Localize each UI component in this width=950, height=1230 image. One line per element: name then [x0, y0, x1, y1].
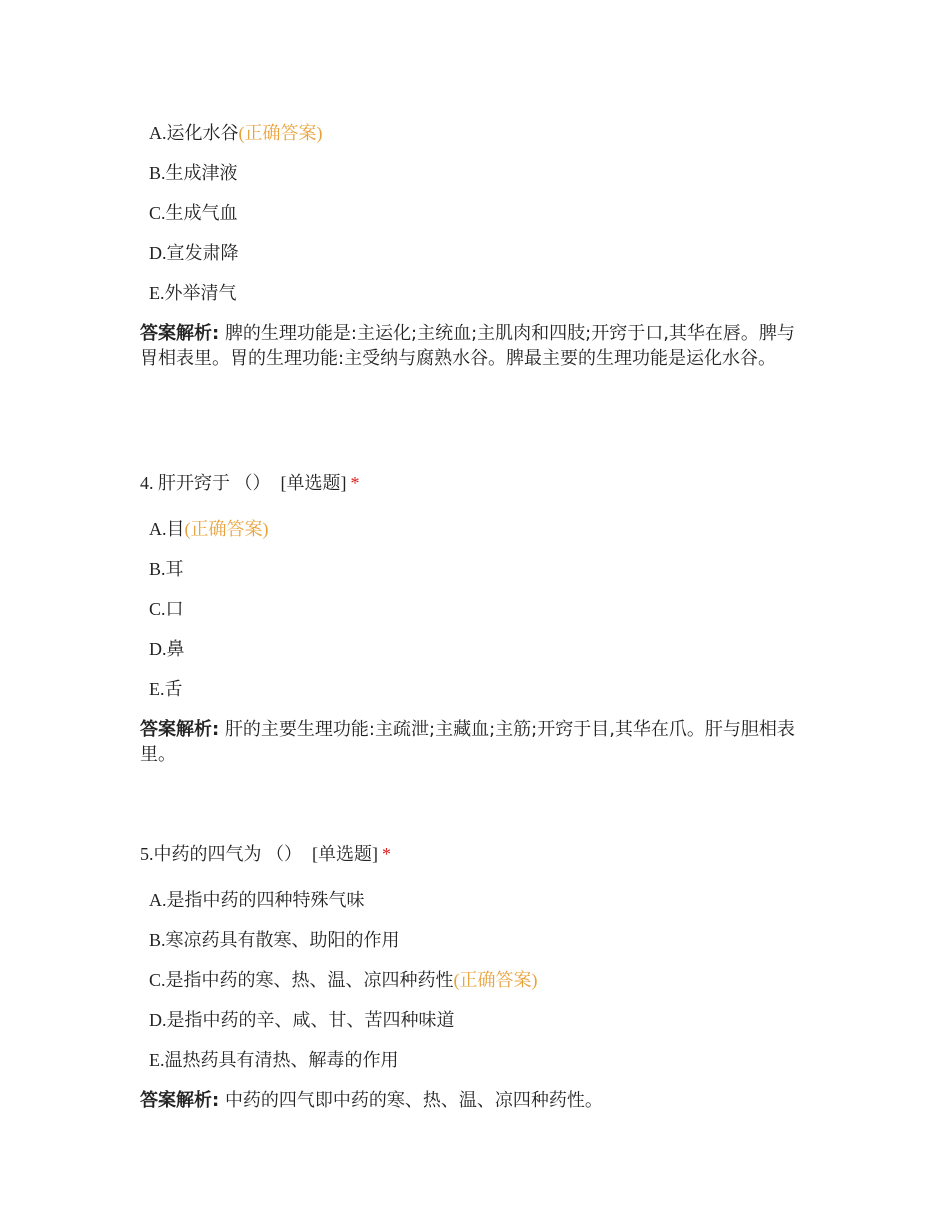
analysis-label: 答案解析:	[140, 1090, 220, 1111]
option-text: 目	[166, 519, 185, 539]
question-5-options	[140, 880, 820, 1080]
analysis-text: 肝的主要生理功能:主疏泄;主藏血;主筋;开窍于目,其华在爪。肝与胆相表里。	[140, 719, 795, 765]
option-item	[140, 1000, 820, 1040]
option-letter: B.	[149, 163, 166, 183]
option-letter: B.	[149, 930, 166, 950]
option-text: 温热药具有清热、解毒的作用	[164, 1050, 399, 1070]
required-mark: *	[350, 473, 360, 493]
answer-analysis	[140, 1088, 805, 1113]
analysis-text: 中药的四气即中药的寒、热、温、凉四种药性。	[224, 1090, 603, 1111]
option-item	[140, 233, 820, 273]
question-4-options	[140, 509, 820, 709]
option-text: 是指中药的四种特殊气味	[166, 890, 365, 910]
option-letter: C.	[149, 599, 166, 619]
question-type: [单选题]	[280, 473, 347, 493]
option-letter: A.	[149, 123, 167, 143]
required-mark: *	[382, 844, 391, 864]
option-item	[140, 509, 820, 549]
option-text: 耳	[165, 559, 184, 579]
option-text: 外举清气	[164, 283, 237, 303]
option-item	[140, 273, 820, 313]
question-title	[140, 470, 820, 496]
option-letter: E.	[149, 283, 165, 303]
option-item	[140, 629, 820, 669]
option-letter: D.	[149, 243, 167, 263]
question-4	[140, 470, 820, 767]
option-item	[140, 113, 820, 153]
analysis-text: 脾的生理功能是:主运化;主统血;主肌肉和四肢;开窍于口,其华在唇。脾与胃相表里。胃的生理功能:主受纳与腐熟水谷。脾最主要的生理功能是运化水谷。	[140, 323, 795, 369]
option-text: 宣发肃降	[166, 243, 239, 263]
option-item	[140, 960, 820, 1000]
option-text: 生成气血	[165, 203, 238, 223]
option-item	[140, 549, 820, 589]
option-letter: B.	[149, 559, 166, 579]
correct-answer-tag: (正确答案)	[184, 519, 269, 539]
answer-analysis	[140, 717, 805, 767]
question-type: [单选题]	[312, 844, 378, 864]
option-item	[140, 1040, 820, 1080]
option-item	[140, 589, 820, 629]
option-letter: D.	[149, 639, 167, 659]
option-text: 运化水谷	[166, 123, 239, 143]
question-text: 5.中药的四气为 （）	[140, 844, 302, 864]
option-letter: A.	[149, 890, 167, 910]
analysis-label: 答案解析:	[140, 323, 220, 344]
question-3-options	[140, 113, 820, 313]
option-text: 寒凉药具有散寒、助阳的作用	[165, 930, 400, 950]
option-letter: C.	[149, 970, 166, 990]
option-letter: E.	[149, 1050, 165, 1070]
option-letter: C.	[149, 203, 166, 223]
question-5	[140, 841, 820, 1113]
option-letter: E.	[149, 679, 165, 699]
option-item	[140, 880, 820, 920]
option-text: 是指中药的辛、咸、甘、苦四种味道	[166, 1010, 455, 1030]
option-item	[140, 669, 820, 709]
option-letter: D.	[149, 1010, 167, 1030]
option-text: 生成津液	[165, 163, 238, 183]
option-text: 鼻	[166, 639, 185, 659]
correct-answer-tag: (正确答案)	[453, 970, 538, 990]
question-text: 4. 肝开窍于 （）	[140, 473, 271, 493]
option-item	[140, 920, 820, 960]
question-3	[140, 113, 820, 371]
analysis-label: 答案解析:	[140, 719, 220, 740]
option-item	[140, 153, 820, 193]
option-text: 舌	[164, 679, 183, 699]
correct-answer-tag: (正确答案)	[238, 123, 323, 143]
option-item	[140, 193, 820, 233]
option-text: 是指中药的寒、热、温、凉四种药性	[165, 970, 454, 990]
answer-analysis	[140, 321, 805, 371]
option-text: 口	[165, 599, 184, 619]
question-title	[140, 841, 820, 867]
option-letter: A.	[149, 519, 167, 539]
